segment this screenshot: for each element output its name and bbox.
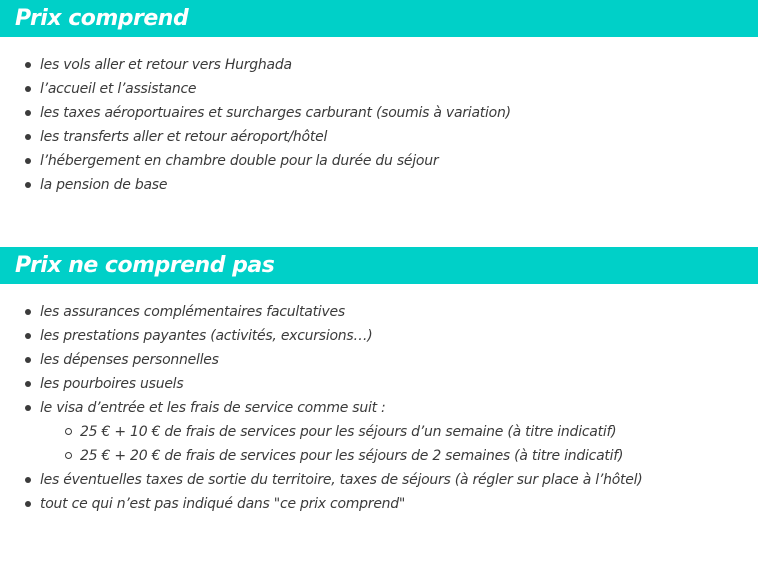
list-item: les vols aller et retour vers Hurghada	[0, 53, 511, 77]
list-item: les éventuelles taxes de sortie du territoire, taxes de séjours (à régler sur place à l’hôtel)	[0, 468, 643, 492]
price-excludes-list	[0, 300, 643, 516]
list-item: les transferts aller et retour aéroport/hôtel	[0, 125, 511, 149]
list-item: les taxes aéroportuaires et surcharges carburant (soumis à variation)	[0, 101, 511, 125]
list-item-visa	[0, 396, 643, 468]
list-item: l’accueil et l’assistance	[0, 77, 511, 101]
price-includes-title: Prix comprend	[15, 6, 189, 31]
sublist-item: 25 € + 20 € de frais de services pour les séjours de 2 semaines (à titre indicatif)	[40, 444, 643, 468]
sublist-item: 25 € + 10 € de frais de services pour les séjours d’un semaine (à titre indicatif)	[40, 420, 643, 444]
list-item: les prestations payantes (activités, excursions…)	[0, 324, 643, 348]
price-includes-list	[0, 53, 511, 197]
list-item: les dépenses personnelles	[0, 348, 643, 372]
visa-item-label: le visa d’entrée et les frais de service comme suit :	[40, 400, 386, 416]
price-includes-header	[0, 0, 758, 37]
price-excludes-title: Prix ne comprend pas	[15, 253, 275, 278]
list-item: la pension de base	[0, 173, 511, 197]
list-item: les assurances complémentaires facultatives	[0, 300, 643, 324]
list-item: les pourboires usuels	[0, 372, 643, 396]
visa-sublist	[40, 420, 643, 468]
list-item: tout ce qui n’est pas indiqué dans "ce prix comprend"	[0, 492, 643, 516]
list-item: l’hébergement en chambre double pour la durée du séjour	[0, 149, 511, 173]
price-excludes-header	[0, 247, 758, 284]
